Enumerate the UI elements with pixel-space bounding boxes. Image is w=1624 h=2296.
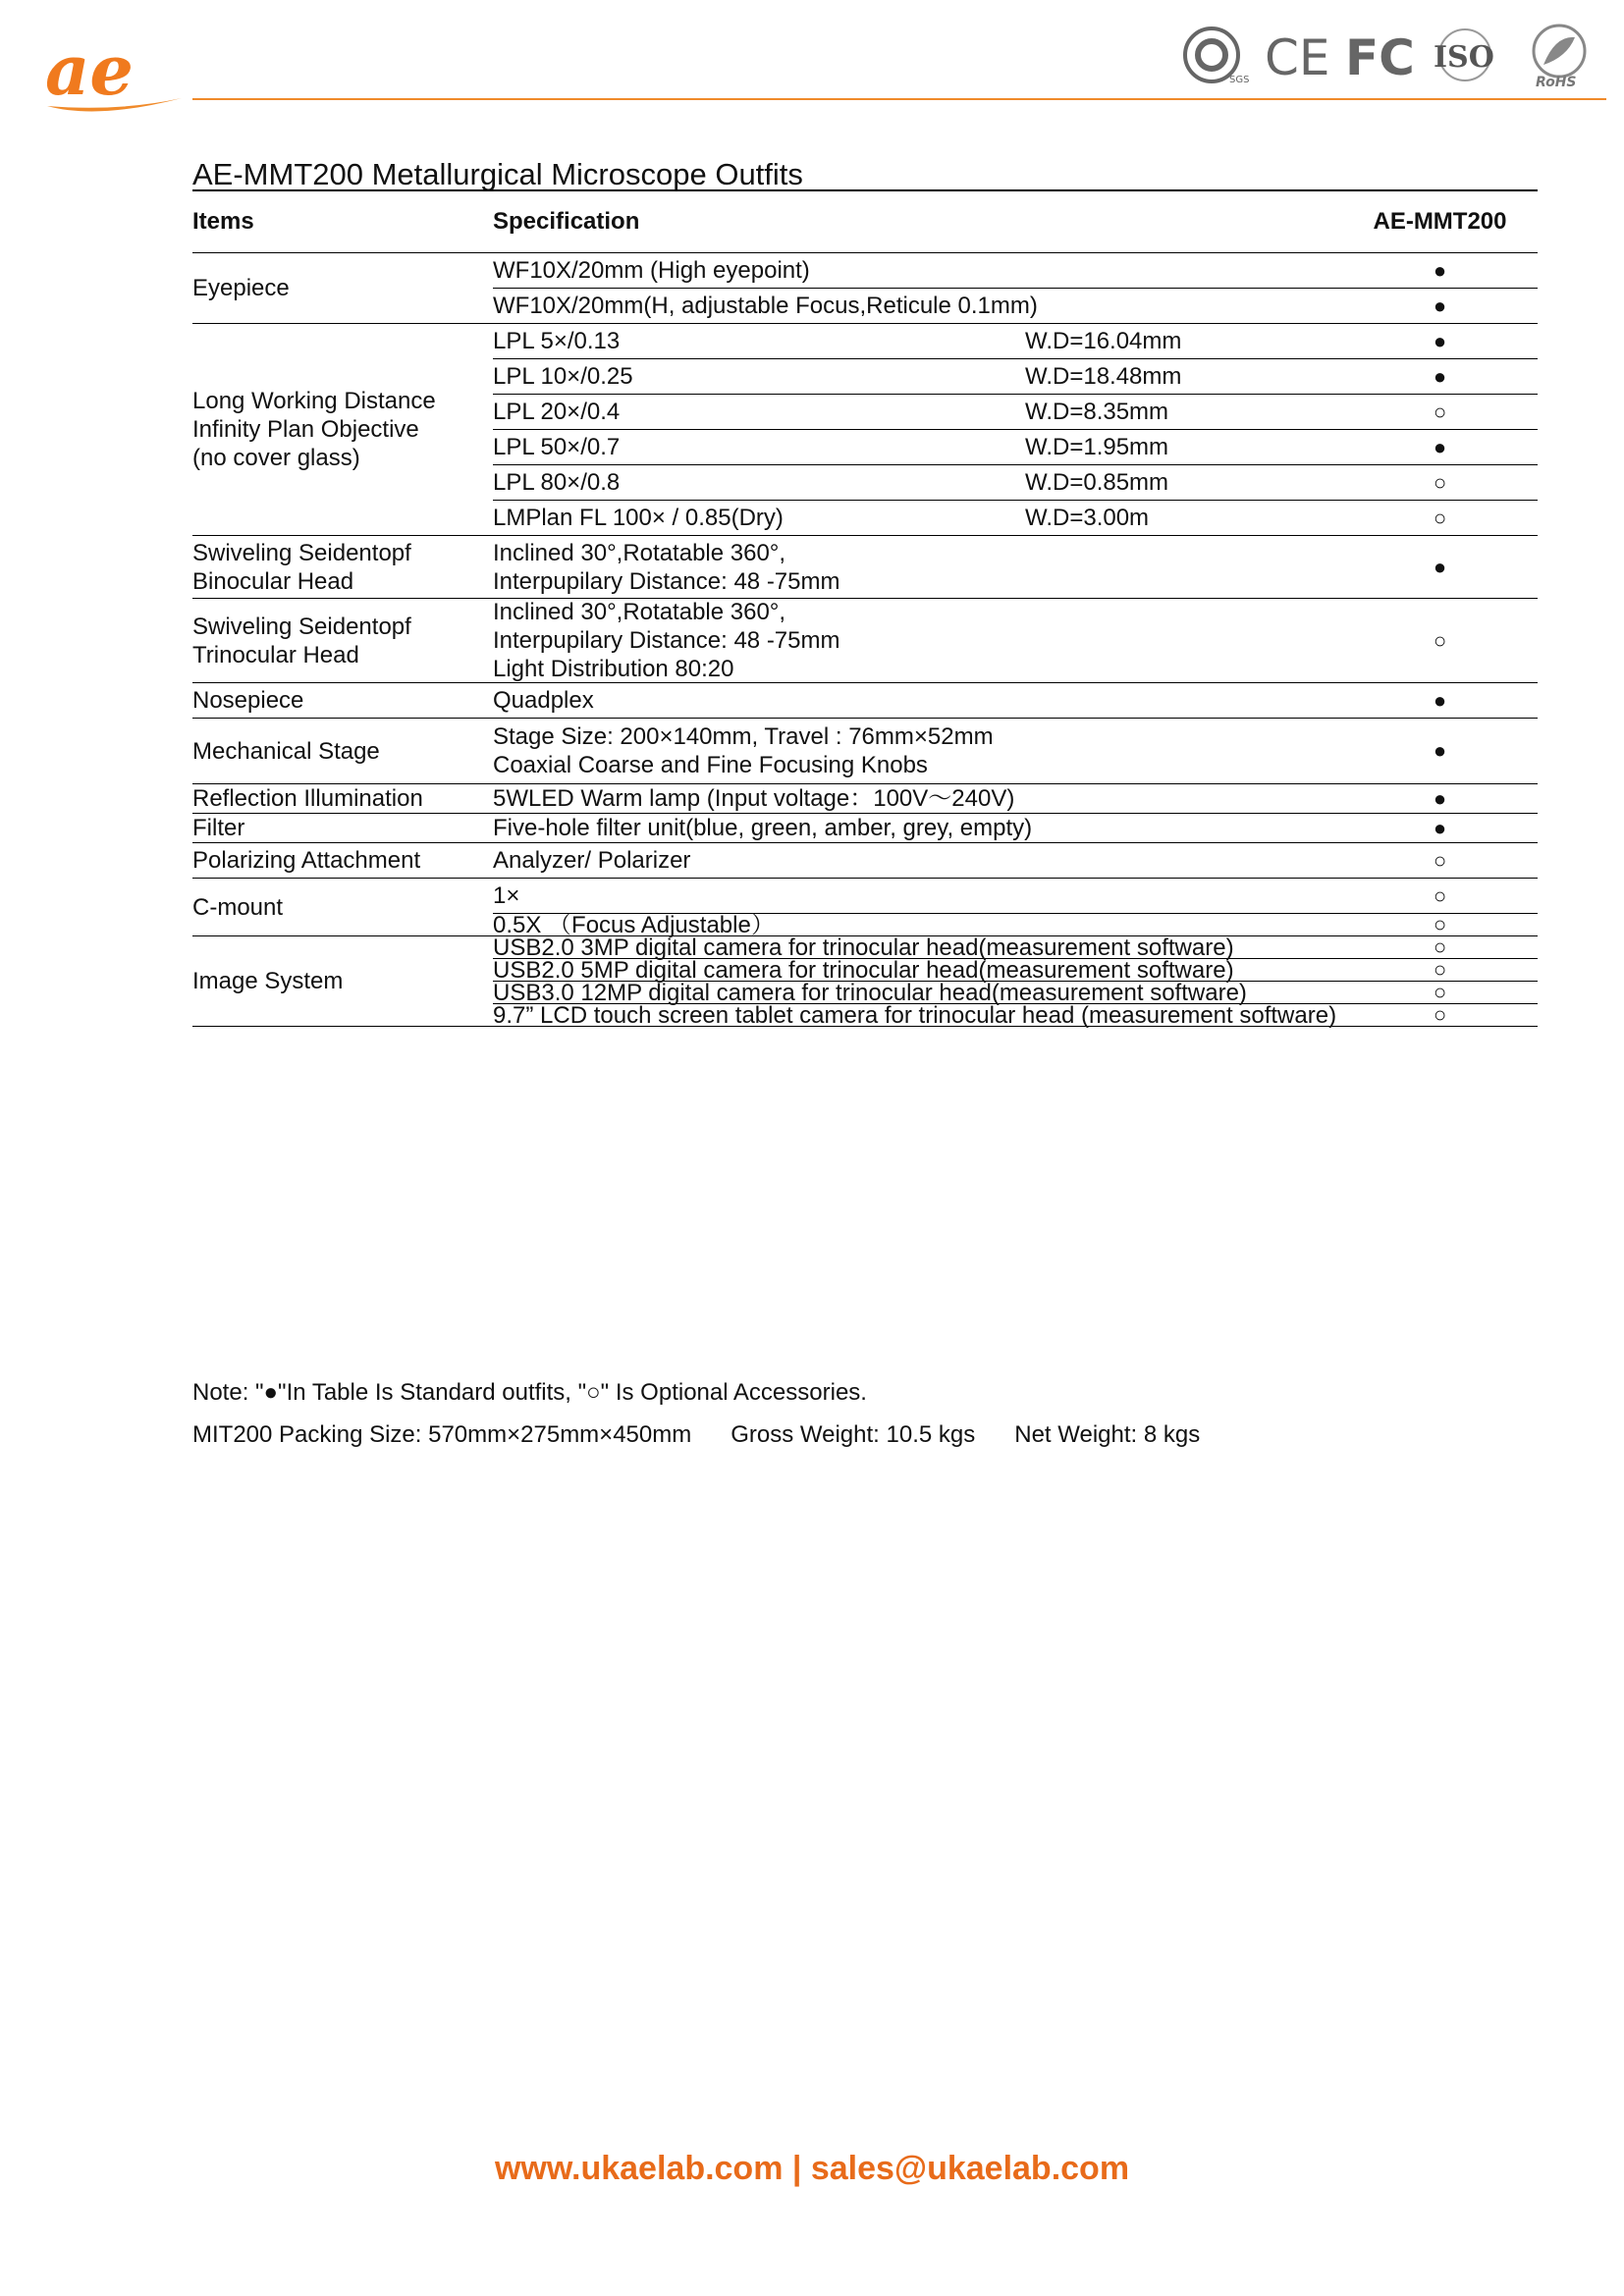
objective-cell — [493, 465, 1342, 500]
item-cell: Eyepiece — [192, 275, 290, 301]
spec-cell: Quadplex — [493, 687, 594, 714]
table-row — [493, 814, 1538, 842]
standard-dot-icon: ● — [1433, 434, 1447, 459]
availability-cell — [1342, 814, 1538, 842]
fc-label: FC — [1345, 29, 1415, 86]
optional-circle-icon: ○ — [1433, 934, 1447, 959]
spec-cell: USB2.0 3MP digital camera for trinocular head(measurement software) — [493, 934, 1234, 961]
table-row — [493, 464, 1538, 500]
table-group — [192, 843, 1538, 879]
working-distance: W.D=1.95mm — [1025, 434, 1169, 460]
objective-spec: LPL 20×/0.4 — [493, 399, 621, 425]
working-distance: W.D=8.35mm — [1025, 399, 1169, 425]
optional-circle-icon: ○ — [1433, 399, 1447, 424]
spec-cell: USB2.0 5MP digital camera for trinocular head(measurement software) — [493, 956, 1234, 984]
objective-spec: LMPlan FL 100× / 0.85(Dry) — [493, 505, 784, 531]
optional-circle-icon: ○ — [1433, 957, 1447, 982]
optional-circle-icon: ○ — [1433, 505, 1447, 530]
table-row — [493, 394, 1538, 429]
spec-cell: 0.5X （Focus Adjustable） — [493, 911, 775, 938]
table-group — [192, 683, 1538, 719]
table-group — [192, 536, 1538, 599]
table-row — [493, 879, 1538, 913]
item-cell: Nosepiece — [192, 687, 304, 714]
table-row — [493, 683, 1538, 718]
logo-text: ae — [45, 29, 134, 111]
availability-cell — [1342, 982, 1538, 1003]
table-row — [493, 1001, 1538, 1029]
item-cell: Image System — [192, 968, 344, 994]
optional-circle-icon: ○ — [1433, 1002, 1447, 1027]
spec-cell: Inclined 30°,Rotatable 360°, Interpupilary Distance: 48 -75mm Light Distribution 80:20 — [493, 599, 840, 682]
document-title: AE-MMT200 Metallurgical Microscope Outfits — [192, 157, 803, 191]
table-row — [493, 536, 1538, 598]
standard-dot-icon: ● — [1433, 328, 1447, 353]
availability-cell — [1342, 289, 1538, 323]
item-cell: Filter — [192, 815, 245, 841]
table-body — [192, 253, 1538, 1027]
availability-cell — [1342, 430, 1538, 464]
packing-info: MIT200 Packing Size: 570mm×275mm×450mm Gross Weight: 10.5 kgs Net Weight: 8 kgs — [192, 1421, 1201, 1448]
item-cell: Reflection Illumination — [192, 785, 423, 812]
table-group — [192, 936, 1538, 1027]
header-model: AE-MMT200 — [1373, 208, 1507, 235]
objective-cell — [493, 395, 1342, 429]
spec-cell: 5WLED Warm lamp (Input voltage：100V～240V) — [493, 785, 1015, 812]
availability-cell — [1342, 843, 1538, 878]
table-row — [493, 599, 1538, 682]
standard-dot-icon: ● — [1433, 293, 1447, 318]
table-row — [493, 500, 1538, 535]
spec-cell: WF10X/20mm (High eyepoint) — [493, 257, 810, 284]
rohs-icon — [1534, 26, 1585, 88]
table-row — [493, 358, 1538, 394]
spec-cell: 9.7” LCD touch screen tablet camera for trinocular head (measurement software) — [493, 1001, 1337, 1029]
availability-cell — [1342, 395, 1538, 429]
item-cell: Swiveling Seidentopf Trinocular Head — [192, 613, 411, 668]
table-group — [192, 599, 1538, 683]
availability-cell — [1342, 501, 1538, 535]
working-distance: W.D=0.85mm — [1025, 469, 1169, 496]
spec-cell: Stage Size: 200×140mm, Travel : 76mm×52mm Coaxial Coarse and Fine Focusing Knobs — [493, 723, 994, 778]
objective-cell — [493, 430, 1342, 464]
spec-cell: Analyzer/ Polarizer — [493, 847, 691, 874]
optional-circle-icon: ○ — [1433, 882, 1447, 908]
working-distance: W.D=16.04mm — [1025, 328, 1182, 354]
standard-dot-icon: ● — [1433, 687, 1447, 713]
availability-cell — [1342, 914, 1538, 935]
spec-cell: 1× — [493, 882, 520, 909]
availability-cell — [1342, 879, 1538, 913]
table-header-row — [192, 189, 1538, 253]
objective-cell — [493, 324, 1342, 358]
spec-table — [192, 189, 1538, 1027]
optional-circle-icon: ○ — [1433, 847, 1447, 873]
iso-label: ISO — [1434, 40, 1494, 75]
footer-contact: www.ukaelab.com | sales@ukaelab.com — [494, 2150, 1130, 2187]
spec-cell: WF10X/20mm(H, adjustable Focus,Reticule 0.1mm) — [493, 293, 1038, 319]
iso-icon — [1434, 29, 1494, 80]
ce-label: CE — [1265, 29, 1330, 86]
objective-spec: LPL 10×/0.25 — [493, 363, 633, 390]
objective-cell — [493, 359, 1342, 394]
standard-dot-icon: ● — [1433, 785, 1447, 811]
table-row — [493, 288, 1538, 323]
objective-spec: LPL 80×/0.8 — [493, 469, 621, 496]
header-rule — [192, 98, 1606, 100]
item-cell: C-mount — [192, 893, 284, 921]
availability-cell — [1342, 936, 1538, 958]
rohs-label: RoHS — [1536, 75, 1577, 88]
table-row — [493, 324, 1538, 358]
table-row — [493, 843, 1538, 878]
spec-cell: Inclined 30°,Rotatable 360°, Interpupilary Distance: 48 -75mm — [493, 539, 840, 595]
availability-cell — [1342, 324, 1538, 358]
table-group — [192, 719, 1538, 784]
availability-cell — [1342, 959, 1538, 981]
availability-cell — [1342, 784, 1538, 813]
table-group — [192, 814, 1538, 843]
availability-cell — [1342, 465, 1538, 500]
header-items: Items — [192, 208, 254, 235]
standard-dot-icon: ● — [1433, 363, 1447, 389]
table-group — [192, 324, 1538, 536]
spec-cell: Five-hole filter unit(blue, green, amber, grey, empty) — [493, 815, 1033, 841]
objective-spec: LPL 5×/0.13 — [493, 328, 621, 354]
table-group — [192, 253, 1538, 324]
optional-circle-icon: ○ — [1433, 980, 1447, 1004]
spec-cell: USB3.0 12MP digital camera for trinocular head(measurement software) — [493, 979, 1247, 1006]
sgs-label: SGS — [1229, 75, 1250, 85]
availability-cell — [1342, 719, 1538, 783]
standard-dot-icon: ● — [1433, 257, 1447, 283]
availability-cell — [1342, 599, 1538, 682]
legend-note: Note: "●"In Table Is Standard outfits, "○" Is Optional Accessories. — [192, 1379, 867, 1406]
fc-icon — [1345, 29, 1415, 86]
availability-cell — [1342, 1004, 1538, 1026]
optional-circle-icon: ○ — [1433, 627, 1447, 653]
table-row — [493, 719, 1538, 783]
table-row — [493, 784, 1538, 813]
item-cell: Polarizing Attachment — [192, 847, 421, 874]
availability-cell — [1342, 359, 1538, 394]
table-row — [493, 429, 1538, 464]
availability-cell — [1342, 683, 1538, 718]
header-specification: Specification — [493, 208, 640, 235]
optional-circle-icon: ○ — [1433, 912, 1447, 936]
certification-logos — [1178, 22, 1610, 88]
standard-dot-icon: ● — [1433, 815, 1447, 840]
table-group — [192, 784, 1538, 814]
objective-cell — [493, 501, 1342, 535]
standard-dot-icon: ● — [1433, 738, 1447, 763]
ce-icon — [1265, 29, 1330, 86]
item-cell: Mechanical Stage — [192, 737, 380, 765]
standard-dot-icon: ● — [1433, 554, 1447, 579]
table-row — [493, 253, 1538, 288]
item-cell: Swiveling Seidentopf Binocular Head — [192, 539, 411, 595]
availability-cell — [1342, 536, 1538, 598]
sgs-icon — [1185, 28, 1249, 85]
availability-cell — [1342, 253, 1538, 288]
item-cell: Long Working Distance Infinity Plan Objective (no cover glass) — [192, 388, 436, 471]
table-group — [192, 879, 1538, 936]
optional-circle-icon: ○ — [1433, 469, 1447, 495]
working-distance: W.D=3.00m — [1025, 505, 1150, 531]
company-logo — [39, 29, 187, 118]
objective-spec: LPL 50×/0.7 — [493, 434, 621, 460]
working-distance: W.D=18.48mm — [1025, 363, 1182, 390]
